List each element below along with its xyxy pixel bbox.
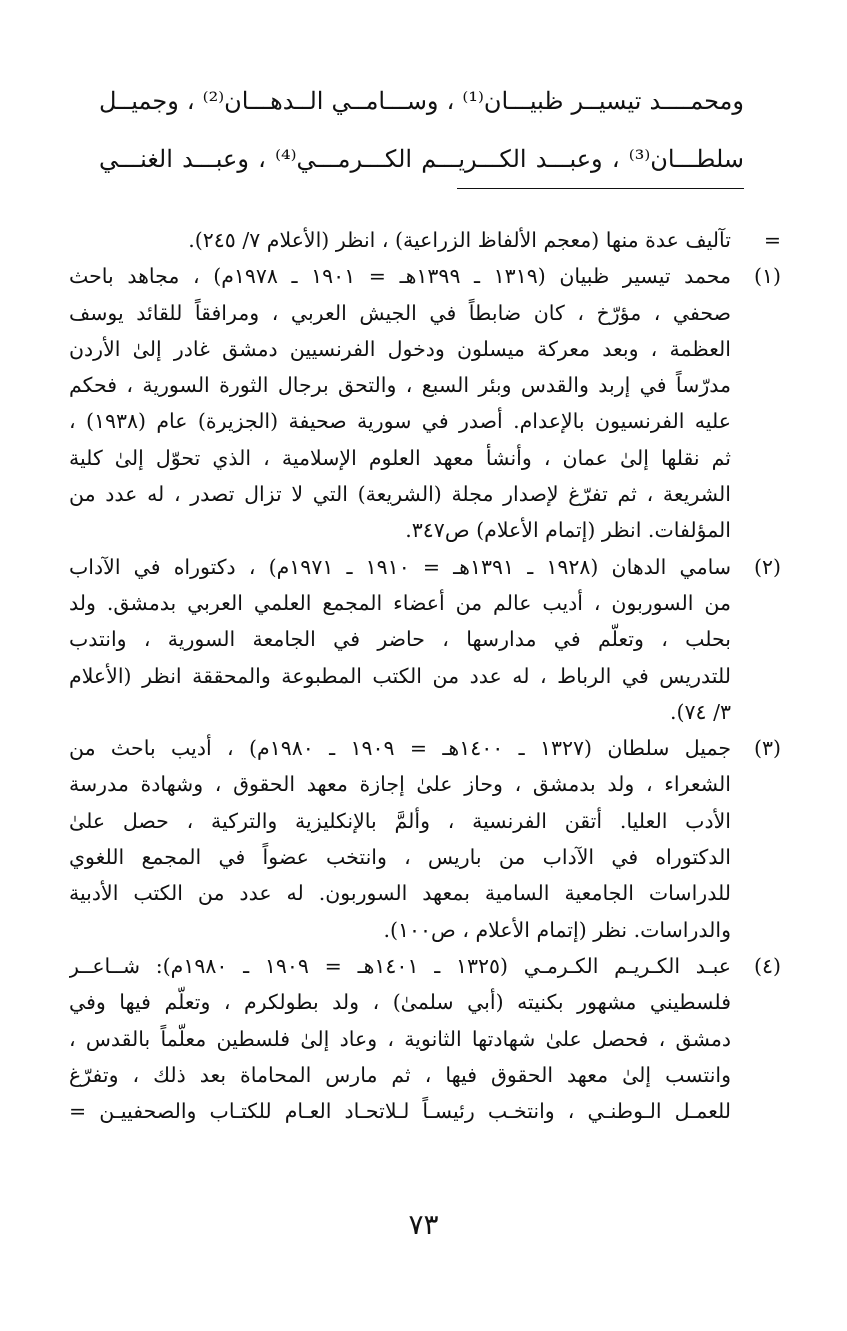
footnote-line: والدراسات. نظر (إتمام الأعلام ، ص١٠٠). bbox=[383, 917, 731, 942]
footnote-line: صحفي ، مؤرّخ ، كان ضابطاً في الجيش العربي ، ومرافقاً للقائد يوسف bbox=[69, 300, 731, 325]
footnote-line: ثم نقلها إلىٰ عمان ، وأنشأ معهد العلوم الإسلامية ، الذي تحوّل إلىٰ كلية bbox=[69, 445, 731, 470]
footnote-line: الأدب العليا. أتقن الفرنسية ، وألمَّ بالإنكليزية والتركية ، حصل علىٰ bbox=[69, 808, 731, 833]
footnote-line: بحلب ، وتعلّم في مدارسها ، حاضر في الجامعة السورية ، وانتدب bbox=[69, 627, 731, 652]
footnote-line: دمشق ، فحصل علىٰ شهادتها الثانوية ، وعاد إلىٰ فلسطين معلّماً بالقدس ، bbox=[69, 1026, 731, 1051]
main-text-line: سلطـــان⁽³⁾ ، وعبـــد الكـــريـــم الكـــرمـــي⁽⁴⁾ ، وعبـــد الغنـــي bbox=[99, 145, 744, 173]
footnote-marker: = bbox=[763, 228, 781, 252]
footnote-marker: (٤) bbox=[753, 953, 781, 978]
footnote-line: وانتسب إلىٰ معهد الحقوق فيها ، ثم مارس المحاماة بعد ذلك ، وتفرّغ bbox=[69, 1062, 731, 1087]
footnote-2 bbox=[69, 549, 781, 730]
footnote-line: الدكتوراه في الآداب من باريس ، وانتخب عضواً في المجمع اللغوي bbox=[69, 845, 731, 870]
footnote-marker: (١) bbox=[753, 264, 781, 289]
footnote-line: سامي الدهان (١٩٢٨ ـ ١٣٩١هـ = ١٩١٠ ـ ١٩٧١م) ، دكتوراه في الآداب bbox=[69, 554, 731, 579]
footnotes bbox=[69, 222, 781, 1129]
footnote-line: الشعراء ، ولد بدمشق ، وحاز علىٰ إجازة معهد الحقوق ، وشهادة مدرسة bbox=[69, 772, 731, 797]
footnote-1 bbox=[69, 258, 781, 548]
footnote-line: ٣/ ٧٤). bbox=[670, 699, 731, 724]
footnote-marker: (٣) bbox=[753, 736, 781, 761]
footnote-line: مدرّساً في إربد والقدس وبئر السبع ، والتحق برجال الثورة السورية ، فحكم bbox=[69, 373, 731, 398]
footnote-line: الشريعة ، ثم تفرّغ لإصدار مجلة (الشريعة) التي لا تزال تصدر ، له عدد من bbox=[69, 482, 731, 507]
footnote-3 bbox=[69, 730, 781, 948]
footnote-line: للتدريس في الرباط ، له عدد من الكتب المطبوعة والمحققة انظر (الأعلام bbox=[69, 663, 731, 688]
footnote-marker: (٢) bbox=[753, 554, 781, 579]
footnote-line: جميل سلطان (١٣٢٧ ـ ١٤٠٠هـ = ١٩٠٩ ـ ١٩٨٠م) ، أديب باحث من bbox=[69, 736, 731, 761]
footnote-line: للدراسات الجامعية السامية بمعهد السوربون. له عدد من الكتب الأدبية bbox=[69, 881, 731, 906]
footnote-line: عبـد الكـريـم الكـرمـي (١٣٢٥ ـ ١٤٠١هـ = ١٩٠٩ ـ ١٩٨٠م): شــاعــر bbox=[69, 953, 731, 978]
footnote-line: فلسطيني مشهور بكنيته (أبي سلمىٰ) ، ولد بطولكرم ، وتعلّم فيها وفي bbox=[69, 990, 731, 1015]
footnote-line: محمد تيسير ظبيان (١٣١٩ ـ ١٣٩٩هـ = ١٩٠١ ـ ١٩٧٨م) ، مجاهد باحث bbox=[69, 264, 731, 289]
footnote-line: العظمة ، وبعد معركة ميسلون ودخول الفرنسيين دمشق غادر إلىٰ الأردن bbox=[69, 336, 731, 361]
footnote-line: المؤلفات. انظر (إتمام الأعلام) ص٣٤٧. bbox=[405, 518, 731, 543]
footnote-line: عليه الفرنسيون بالإعدام. أصدر في سورية صحيفة (الجزيرة) عام (١٩٣٨) ، bbox=[69, 409, 731, 434]
main-text-line: ومحمــــد تيسيــر ظبيـــان⁽¹⁾ ، وســـامــي الــدهـــان⁽²⁾ ، وجميــل bbox=[99, 87, 744, 115]
footnote-separator bbox=[457, 188, 744, 189]
footnote-continuation bbox=[69, 222, 781, 258]
page-number: ٧٣ bbox=[408, 1208, 439, 1241]
footnote-line: من السوربون ، أديب عالم من أعضاء المجمع العلمي العربي بدمشق. ولد bbox=[69, 590, 731, 615]
footnote-line: للعمـل الـوطنـي ، وانتخـب رئيسـاً لـلاتحـاد العـام للكتـاب والصحفييـن = bbox=[69, 1099, 731, 1124]
footnote-4 bbox=[69, 948, 781, 1129]
main-text bbox=[99, 72, 744, 188]
footnote-line: تآليف عدة منها (معجم الألفاظ الزراعية) ، انظر (الأعلام ٧/ ٢٤٥). bbox=[188, 228, 731, 252]
